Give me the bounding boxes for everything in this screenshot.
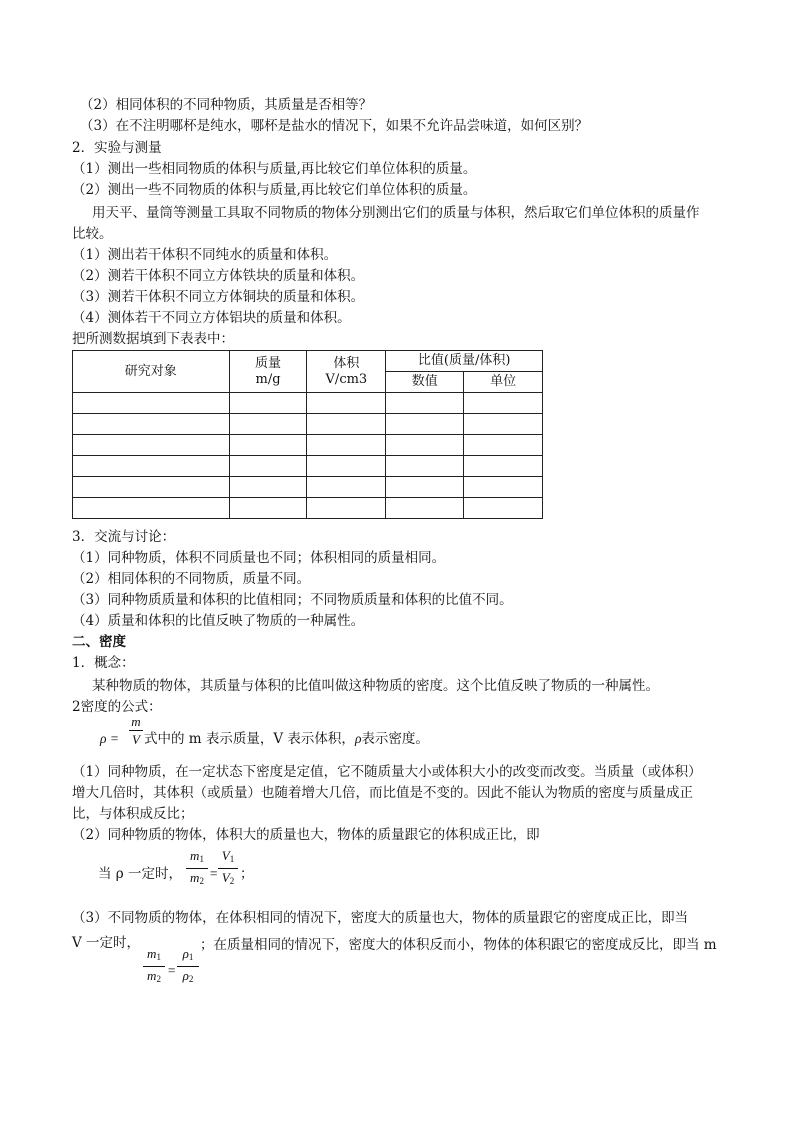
sub-1: 1 (229, 854, 235, 864)
formula-explanation (144, 729, 429, 749)
discussion-item-2: （2）相同体积的不同物质，质量不同。 (72, 571, 311, 587)
formula-numerator: m (131, 714, 141, 729)
lhs-numerator (143, 946, 165, 965)
sub-1: 1 (199, 854, 204, 864)
property-3-rest: ；在质量相同的情况下，密度大的体积反而小，物体的体积跟它的密度成反比，即当 m (200, 937, 717, 953)
table-cell[interactable] (73, 435, 230, 456)
sym-rho: ρ (182, 946, 189, 961)
experiment-item-2: （2）测出一些不同物质的体积与质量,再比较它们单位体积的质量。 (72, 182, 477, 198)
lhs-denominator (143, 968, 165, 987)
question-3: （3）在不注明哪杯是纯水，哪杯是盐水的情况下，如果不允许品尝味道，如何区别？ (80, 118, 589, 134)
table-cell[interactable] (229, 393, 307, 414)
table-cell[interactable] (229, 477, 307, 498)
header-mass-label: 质量 (255, 355, 282, 371)
header-ratio: 比值(质量/体积) (386, 351, 543, 372)
property-2-end: ； (240, 866, 254, 882)
sub-2: 2 (156, 974, 161, 984)
concept-text: 某种物质的物体，其质量与体积的比值叫做这种物质的密度。这个比值反映了物质的一种属性。 (92, 678, 659, 694)
table-cell[interactable] (386, 414, 464, 435)
mass-ratio-fraction (186, 848, 208, 889)
header-volume-unit: V/cm3 (325, 371, 368, 387)
discussion-item-4: （4）质量和体积的比值反映了物质的一种属性。 (72, 613, 365, 629)
table-cell[interactable] (73, 498, 230, 519)
table-cell[interactable] (464, 498, 543, 519)
table-cell[interactable] (386, 435, 464, 456)
volume-ratio-numerator (218, 848, 238, 867)
header-mass-unit: m/g (255, 371, 281, 387)
formula-text: 式中的 m 表示质量，V 表示体积， (144, 731, 355, 747)
table-intro: 把所测数据填到下表表中： (72, 331, 234, 347)
table-cell[interactable] (307, 498, 386, 519)
experiment-step-1: （1）测出若干体积不同纯水的质量和体积。 (72, 247, 338, 263)
sub-2: 2 (229, 876, 235, 886)
property-1-line2: 增大几倍时，其体积（或质量）也随着增大几倍，而比值是不变的。因此不能认为物质的密度与质量成正 (72, 785, 693, 801)
table-row (73, 414, 543, 435)
rhs-denominator (177, 968, 199, 987)
question-2: （2）相同体积的不同种物质，其质量是否相等？ (80, 97, 373, 113)
header-mass (229, 351, 307, 393)
table-cell[interactable] (464, 477, 543, 498)
table-row (73, 393, 543, 414)
table-cell[interactable] (307, 393, 386, 414)
formula-rho-eq: ρ = (100, 731, 119, 746)
table-cell[interactable] (386, 393, 464, 414)
discussion-item-3: （3）同种物质质量和体积的比值相同；不同物质质量和体积的比值不同。 (72, 592, 513, 608)
sym-rho: ρ (182, 968, 189, 983)
table-row (73, 456, 543, 477)
measurement-table (72, 350, 543, 519)
rhs-numerator (177, 946, 199, 965)
equals-sign-2: = (167, 963, 177, 978)
property-2-line1: （2）同种物质的物体，体积大的质量也大，物体的质量跟它的体积成正比，即 (72, 827, 540, 843)
header-volume (307, 351, 386, 393)
concept-heading: 1．概念： (72, 655, 135, 671)
table-row (73, 477, 543, 498)
experiment-desc-line2: 比较。 (72, 226, 113, 242)
formula-text2: 表示密度。 (361, 731, 429, 747)
formula-heading: 2密度的公式： (72, 699, 162, 715)
formula-denominator: V (132, 732, 140, 747)
discussion-item-1: （1）同种物质，体积不同质量也不同；体积相同的质量相同。 (72, 550, 446, 566)
sym-m: m (190, 870, 200, 885)
property-2-condition: 当 ρ 一定时， (98, 866, 183, 882)
table-cell[interactable] (73, 456, 230, 477)
fraction-bar (218, 868, 238, 869)
equals-sign: = (209, 866, 219, 881)
header-object: 研究对象 (73, 351, 230, 393)
table-cell[interactable] (464, 435, 543, 456)
table-row (73, 435, 543, 456)
sub-1: 1 (156, 952, 161, 962)
table-cell[interactable] (464, 456, 543, 477)
sub-2: 2 (188, 974, 194, 984)
table-cell[interactable] (386, 477, 464, 498)
table-cell[interactable] (307, 477, 386, 498)
experiment-desc-line1: 用天平、量筒等测量工具取不同物质的物体分别测出它们的质量与体积，然后取它们单位体积的质量作 (92, 205, 700, 221)
property-1-line3: 比，与体积成反比； (72, 806, 194, 822)
volume-ratio-fraction (218, 848, 238, 889)
table-cell[interactable] (386, 498, 464, 519)
table-cell[interactable] (73, 414, 230, 435)
sym-m: m (147, 968, 157, 983)
sub-2: 2 (199, 876, 204, 886)
fraction-bar (143, 966, 165, 967)
table-cell[interactable] (464, 414, 543, 435)
sym-v: V (221, 848, 230, 863)
header-value: 数值 (386, 372, 464, 393)
property-1-line1: （1）同种物质，在一定状态下密度是定值，它不随质量大小或体积大小的改变而改变。当质量（或体积） (72, 764, 702, 780)
property-3-line1: （3）不同物质的物体，在体积相同的情况下，密度大的质量也大，物体的质量跟它的密度成正比，即当 (72, 910, 689, 926)
section-title-density: 二、密度 (72, 634, 126, 650)
table-row (73, 498, 543, 519)
table-cell[interactable] (386, 456, 464, 477)
experiment-step-2: （2）测若干体积不同立方体铁块的质量和体积。 (72, 268, 365, 284)
experiment-step-4: （4）测体若干不同立方体铝块的质量和体积。 (72, 310, 351, 326)
mass-ratio-denominator (186, 870, 208, 889)
table-cell[interactable] (307, 414, 386, 435)
fraction-bar (129, 730, 143, 731)
experiment-heading: 2．实验与测量 (72, 140, 162, 156)
experiment-item-1: （1）测出一些相同物质的体积与质量,再比较它们单位体积的质量。 (72, 161, 477, 177)
formula-rho-symbol: ρ (354, 731, 362, 746)
mass-ratio-numerator (186, 848, 208, 867)
table-cell[interactable] (307, 456, 386, 477)
mass-density-rhs-fraction (177, 946, 199, 987)
header-unit: 单位 (464, 372, 543, 393)
table-cell[interactable] (229, 435, 307, 456)
fraction-bar (186, 868, 208, 869)
sym-m: m (147, 946, 157, 961)
table-cell[interactable] (73, 393, 230, 414)
mass-density-lhs-fraction (143, 946, 165, 987)
formula-fraction (129, 714, 143, 747)
experiment-step-3: （3）测若干体积不同立方体铜块的质量和体积。 (72, 289, 365, 305)
table-cell[interactable] (464, 393, 543, 414)
sym-v: V (221, 870, 230, 885)
property-3-condition: V 一定时， (72, 935, 141, 951)
sym-m: m (190, 848, 200, 863)
table-header-row (73, 351, 543, 372)
table-cell[interactable] (229, 498, 307, 519)
table-cell[interactable] (229, 414, 307, 435)
discussion-heading: 3．交流与讨论： (72, 529, 176, 545)
header-volume-label: 体积 (333, 355, 360, 371)
sub-1: 1 (188, 952, 194, 962)
table-cell[interactable] (307, 435, 386, 456)
volume-ratio-denominator (218, 870, 238, 889)
table-cell[interactable] (229, 456, 307, 477)
fraction-bar (177, 966, 199, 967)
table-cell[interactable] (73, 477, 230, 498)
